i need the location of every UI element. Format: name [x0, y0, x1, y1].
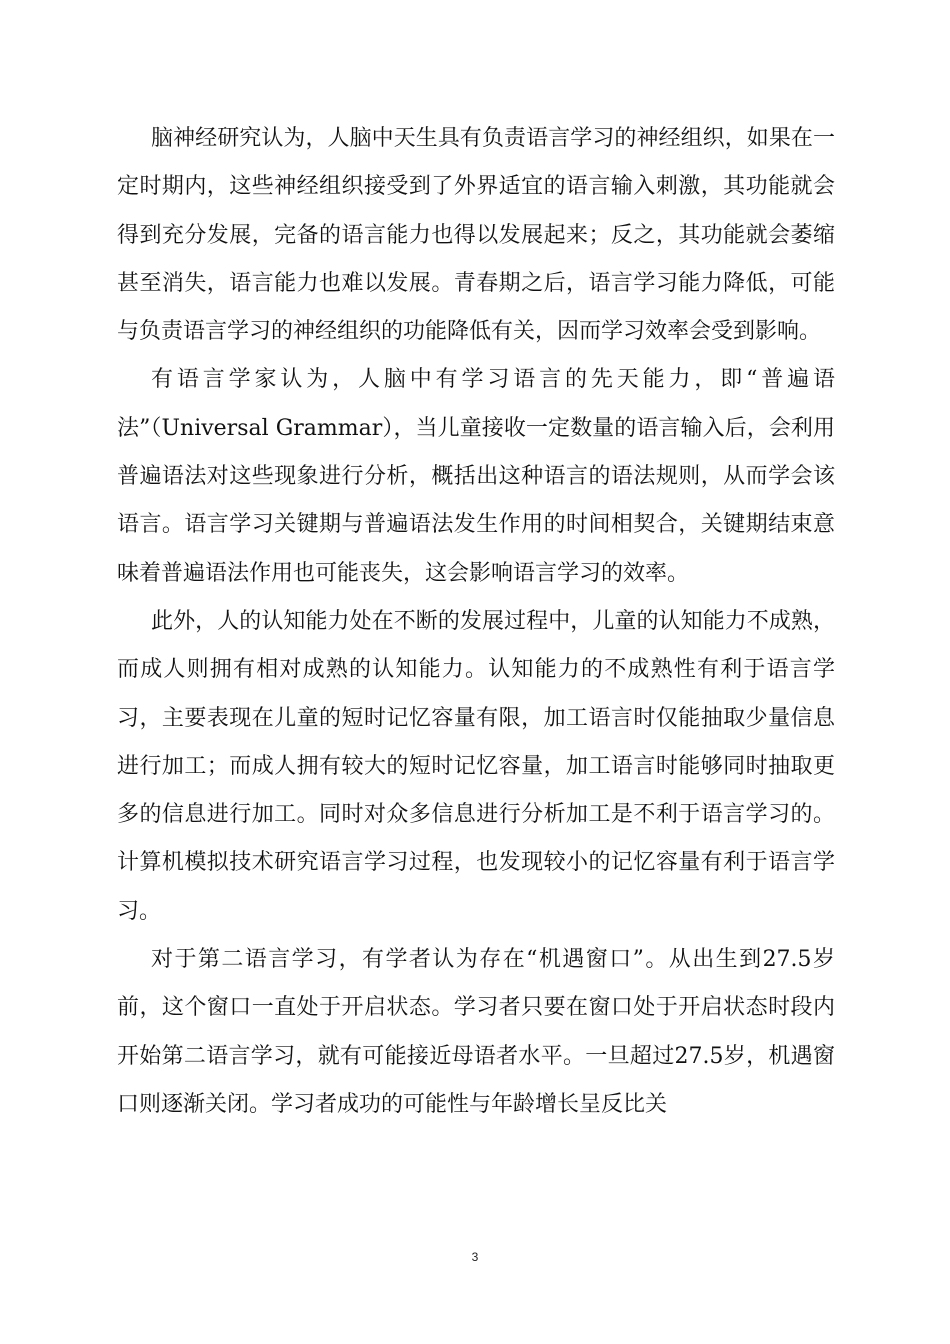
- paragraph-brain-research: 脑神经研究认为，人脑中天生具有负责语言学习的神经组织，如果在一定时期内，这些神经组织接受到了外界适宜的语言输入刺激，其功能就会得到充分发展，完备的语言能力也得以发展起来；反之，其功能就会萎缩甚至消失，语言能力也难以发展。青春期之后，语言学习能力降低，可能与负责语言学习的神经组织的功能降低有关，因而学习效率会受到影响。: [117, 126, 835, 345]
- paragraph-cognitive-ability: 此外，人的认知能力处在不断的发展过程中，儿童的认知能力不成熟，而成人则拥有相对成熟的认知能力。认知能力的不成熟性有利于语言学习，主要表现在儿童的短时记忆容量有限，加工语言时仅能抽取少量信息进行加工；而成人拥有较大的短时记忆容量，加工语言时能够同时抽取更多的信息进行加工。同时对众多信息进行分析加工是不利于语言学习的。计算机模拟技术研究语言学习过程，也发现较小的记忆容量有利于语言学习。: [117, 608, 835, 924]
- document-body: [117, 115, 835, 1129]
- paragraph-universal-grammar: 有语言学家认为，人脑中有学习语言的先天能力，即“普遍语法”（Universal Grammar），当儿童接收一定数量的语言输入后，会利用普遍语法对这些现象进行分析，概括出这种语言的语法规则，从而学会该语言。语言学习关键期与普遍语法发生作用的时间相契合，关键期结束意味着普遍语法作用也可能丧失，这会影响语言学习的效率。: [117, 367, 835, 586]
- page-number: 3: [471, 1250, 479, 1264]
- paragraph-opportunity-window: 对于第二语言学习，有学者认为存在“机遇窗口”。从出生到27.5岁前，这个窗口一直处于开启状态。学习者只要在窗口处于开启状态时段内开始第二语言学习，就有可能接近母语者水平。一旦超过27.5岁，机遇窗口则逐渐关闭。学习者成功的可能性与年龄增长呈反比关: [117, 947, 835, 1117]
